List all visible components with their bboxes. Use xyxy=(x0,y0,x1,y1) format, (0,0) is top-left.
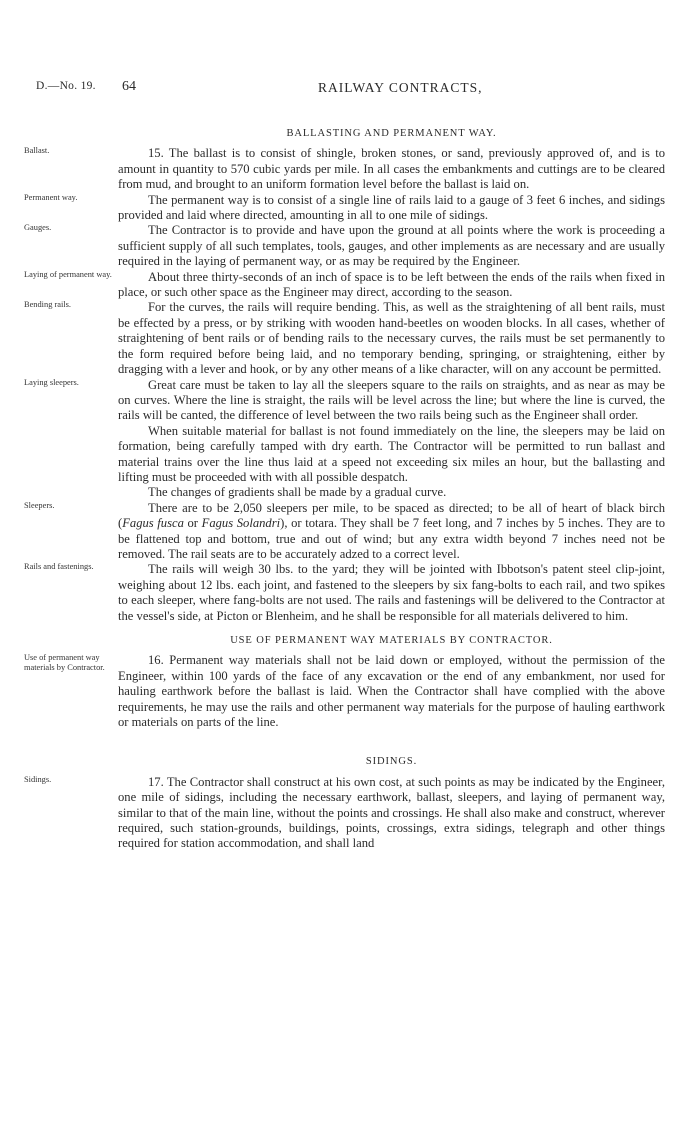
species-name-solandri: Fagus Solandri xyxy=(201,516,281,531)
paragraph-text: Great care must be taken to lay all the sleepers square to the rails on straights, and as near as may be on curves. Where the line is straight, the rails will be level across the line; but where the line is curved, the rails will be canted, the difference of level between the two rails being such as the Engineer shall order. xyxy=(118,377,665,423)
paragraph-text: The permanent way is to consist of a single line of rails laid to a gauge of 3 feet 6 inches, and sidings provided and laid where directed, amounting in all to one mile of sidings. xyxy=(118,192,665,223)
paragraph-text: 17. The Contractor shall construct at his own cost, at such points as may be indicated by the Engineer, one mile of sidings, including the necessary earthwork, ballast, sleepers, and laying of permanent way, similar to that of the main line, without the points and crossings. He shall also make and construct, wherever required, such station-grounds, buildings, points, crossings, extra sidings, telegraph and other things required for station accommodation, and shall land xyxy=(118,774,665,851)
paragraph-text: There are to be 2,050 sleepers per mile, to be spaced as directed; to be all of heart of black birch ( xyxy=(118,500,665,531)
paragraph-text: The rails will weigh 30 lbs. to the yard; they will be jointed with Ibbotson's patent steel clip-joint, weighing about 12 lbs. each joint, and fastened to the sleepers by six fang-bolts to each rail, and two spikes to each sleeper, where fang-bolts are not used. The rails and fastenings will be delivered to the Contractor at the vessel's side, at Picton or Blenheim, and he shall be responsible for all materials delivered to him. xyxy=(118,562,665,623)
paragraph-text: For the curves, the rails will require bending. This, as well as the straightening of all bent rails, must be effected by a press, or by striking with wooden hand-beetles on wooden blocks. In all cases, whether of straightening of bent rails or of bending rails to the necessary curves, the rails must be set permanently to the form required before being laid, and no temporary bending, springing, or straightening, either by dragging with a lever and hook, or by any other means of a like character, will on any account be permitted. xyxy=(118,300,665,377)
margin-note-permanent-way: Permanent way. xyxy=(24,192,78,202)
body-text xyxy=(24,124,665,852)
paragraph-permanent-way xyxy=(24,192,665,224)
paragraph-text: When suitable material for ballast is not found immediately on the line, the sleepers may be laid on formation, being carefully tamped with dry earth. The Contractor will be permitted to run ballast and material trains over the line thus laid at a speed not exceeding six miles an hour, but the ballasting and lifting must be proceeded with with all possible despatch. xyxy=(118,423,665,484)
paragraph-sleepers xyxy=(24,500,665,563)
margin-note-laying-sleepers: Laying sleepers. xyxy=(24,377,79,387)
margin-note-ballast: Ballast. xyxy=(24,146,50,156)
margin-note-sidings: Sidings. xyxy=(24,774,52,784)
paragraph-bending-rails xyxy=(24,300,665,377)
paragraph-gauges xyxy=(24,223,665,269)
paragraph-text: The Contractor is to provide and have upon the ground at all points where the work is proceeding a sufficient supply of all such templates, tools, gauges, and other implements as are necessary and are usually required in the laying of permanent way, or as may be required by the Engineer. xyxy=(118,223,665,269)
margin-note-laying-permanent-way: Laying of permanent way. xyxy=(24,269,112,279)
margin-note-gauges: Gauges. xyxy=(24,223,52,233)
paragraph-text: 16. Permanent way materials shall not be laid down or employed, without the permission of the Engineer, within 100 yards of the face of any excavation or the end of any embankment, nor used for hauling earthwork before the ballast is laid. When the Contractor shall have complied with the above requirements, he may use the rails and other permanent way materials for the purpose of hauling earthwork or materials on parts of the line. xyxy=(118,653,665,730)
page-header xyxy=(28,80,672,98)
section-heading-materials: USE OF PERMANENT WAY MATERIALS BY CONTRACTOR. xyxy=(230,635,553,646)
paragraph-laying-sleepers xyxy=(24,377,665,424)
margin-note-bending-rails: Bending rails. xyxy=(24,300,71,310)
paragraph-gradients xyxy=(118,485,665,500)
paragraph-ballast-material xyxy=(118,424,665,486)
paragraph-text: About three thirty-seconds of an inch of space is to be left between the ends of the rails when fixed in place, or such other space as the Engineer may direct, according to the season. xyxy=(118,269,665,300)
margin-note-use-of-materials: Use of permanent way materials by Contractor. xyxy=(24,653,105,672)
paragraph-laying-permanent-way xyxy=(24,269,665,301)
document-number: D.—No. 19. xyxy=(36,80,96,92)
paragraph-sidings xyxy=(24,774,665,852)
paragraph-text: ), or totara. They shall be 7 feet long, and 7 inches by 5 inches. They are to be flattened top and bottom, true and out of wind; but any extra width beyond 7 inches need not be removed. The rail seats are to be accurately adzed to a correct level. xyxy=(118,516,665,561)
paragraph-text: or xyxy=(183,516,202,531)
margin-note-rails-fastenings: Rails and fastenings. xyxy=(24,562,94,572)
paragraph-text: 15. The ballast is to consist of shingle, broken stones, or sand, previously approved of, and is to amount in quantity to 570 cubic yards per mile. In all cases the embankments and cuttings are to be cleared from mud, and brought to an uniform formation level before the ballast is laid on. xyxy=(118,146,665,192)
species-name-fusca: Fagus fusca xyxy=(122,516,184,531)
section-heading-sidings: SIDINGS. xyxy=(365,756,418,768)
paragraph-use-of-materials xyxy=(24,653,665,730)
paragraph-text: The changes of gradients shall be made by a gradual curve. xyxy=(148,485,447,500)
margin-note-sleepers: Sleepers. xyxy=(24,500,55,510)
paragraph-ballast xyxy=(24,146,665,192)
page-number: 64 xyxy=(122,79,136,94)
running-title: RAILWAY CONTRACTS, xyxy=(318,80,483,95)
paragraph-rails-fastenings xyxy=(24,562,665,624)
section-heading-ballasting: BALLASTING AND PERMANENT WAY. xyxy=(286,128,497,139)
